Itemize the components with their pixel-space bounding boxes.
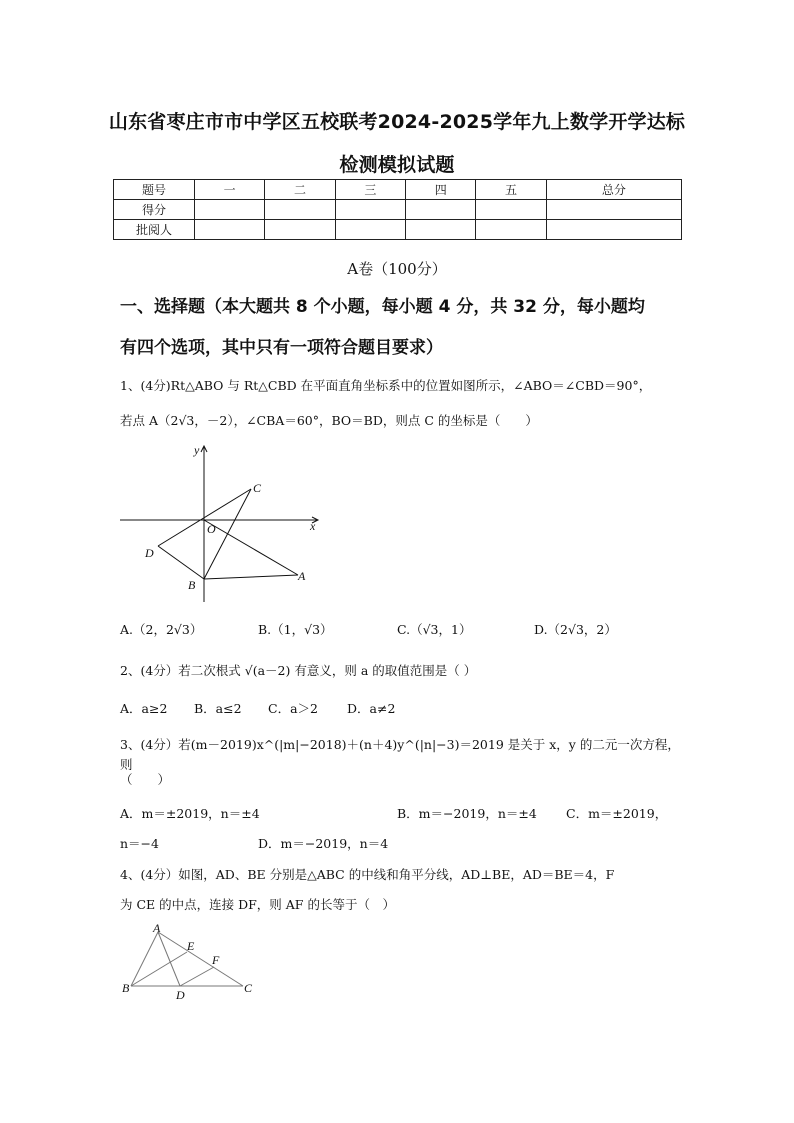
segment-ba [204, 575, 298, 579]
segment-ac [158, 932, 243, 986]
q3-stem-line1: 3、(4分）若(m－2019)x^(|m|−2018)＋(n＋4)y^(|n|−3)＝2019 是关于 x，y 的二元一次方程，则 [120, 737, 680, 772]
reviewer-cell[interactable] [265, 220, 335, 240]
q3-option-c-continued: n＝−4 [120, 836, 159, 851]
point-o-label: O [207, 522, 216, 536]
point-d-label: D [176, 988, 185, 1002]
q2-option-c[interactable]: C．a＞2 [268, 701, 318, 716]
q2-option-b[interactable]: B．a≤2 [194, 701, 242, 716]
score-table-row [114, 220, 682, 240]
q3-option-b[interactable]: B．m＝−2019，n＝±4 [397, 806, 537, 821]
score-table-row-label: 得分 [114, 200, 195, 220]
q3-option-c[interactable]: C．m＝±2019， [566, 806, 668, 821]
score-table [113, 179, 682, 240]
segment-df [180, 967, 214, 986]
score-table-header: 题号 [114, 180, 195, 200]
point-c-label: C [253, 481, 262, 495]
point-f-label: F [212, 953, 220, 967]
q2-option-a[interactable]: A．a≥2 [120, 701, 168, 716]
q3-option-a[interactable]: A．m＝±2019，n＝±4 [120, 806, 260, 821]
reviewer-cell[interactable] [406, 220, 476, 240]
segment-oa [204, 520, 298, 575]
point-c-label: C [244, 981, 253, 995]
score-cell[interactable] [546, 200, 681, 220]
score-table-row-label: 批阅人 [114, 220, 195, 240]
score-table-header: 三 [335, 180, 405, 200]
exam-title-line1: 山东省枣庄市市中学区五校联考2024-2025学年九上数学开学达标 [108, 111, 686, 133]
part1-heading-line1: 一、选择题（本大题共 8 个小题，每小题 4 分，共 32 分，每小题均 [120, 297, 645, 317]
reviewer-cell[interactable] [335, 220, 405, 240]
point-a-label: A [298, 569, 306, 583]
point-b-label: B [188, 578, 196, 592]
q4-stem-line2: 为 CE 的中点，连接 DF，则 AF 的长等于（ ） [120, 897, 395, 912]
part1-heading-line2: 有四个选项，其中只有一项符合题目要求） [120, 338, 443, 358]
q1-coordinate-figure [118, 440, 328, 605]
point-b-label: B [122, 981, 130, 995]
q1-option-d[interactable]: D.（2√3，2） [534, 622, 617, 637]
section-a-heading: A卷（100分） [347, 260, 447, 278]
point-a-label: A [153, 921, 161, 935]
x-axis-label: x [310, 519, 316, 533]
q1-stem-line2: 若点 A（2√3，－2），∠CBA＝60°，BO＝BD，则点 C 的坐标是（ ） [120, 413, 538, 428]
q2-option-d[interactable]: D．a≠2 [347, 701, 396, 716]
score-table-row [114, 200, 682, 220]
q3-option-d[interactable]: D．m＝−2019，n＝4 [258, 836, 389, 851]
score-cell[interactable] [195, 200, 265, 220]
point-d-label: D [145, 546, 154, 560]
reviewer-cell[interactable] [476, 220, 546, 240]
reviewer-cell[interactable] [195, 220, 265, 240]
score-table-header-row [114, 180, 682, 200]
score-table-header: 五 [476, 180, 546, 200]
q3-stem-line2: （ ） [120, 772, 171, 787]
exam-title-line2: 检测模拟试题 [339, 154, 455, 176]
score-table-header: 总分 [546, 180, 681, 200]
score-cell[interactable] [476, 200, 546, 220]
score-table-header: 四 [406, 180, 476, 200]
q2-stem: 2、(4分）若二次根式 √(a－2) 有意义，则 a 的取值范围是（ ） [120, 663, 477, 678]
q4-stem-line1: 4、(4分）如图，AD、BE 分别是△ABC 的中线和角平分线，AD⊥BE，AD＝BE＝4，F [120, 867, 615, 882]
reviewer-cell[interactable] [546, 220, 681, 240]
segment-ad [158, 932, 180, 986]
q1-option-c[interactable]: C.（√3，1） [397, 622, 472, 637]
q1-stem-line1: 1、(4分)Rt△ABO 与 Rt△CBD 在平面直角坐标系中的位置如图所示，∠ABO＝∠CBD＝90°， [120, 378, 652, 393]
score-cell[interactable] [406, 200, 476, 220]
point-e-label: E [187, 939, 195, 953]
q1-option-b[interactable]: B.（1，√3） [258, 622, 333, 637]
score-table-header: 一 [195, 180, 265, 200]
score-cell[interactable] [335, 200, 405, 220]
q1-option-a[interactable]: A.（2，2√3） [120, 622, 203, 637]
q4-triangle-figure [118, 920, 263, 1002]
score-cell[interactable] [265, 200, 335, 220]
y-axis-label: y [194, 443, 200, 457]
segment-db [158, 546, 204, 579]
score-table-header: 二 [265, 180, 335, 200]
